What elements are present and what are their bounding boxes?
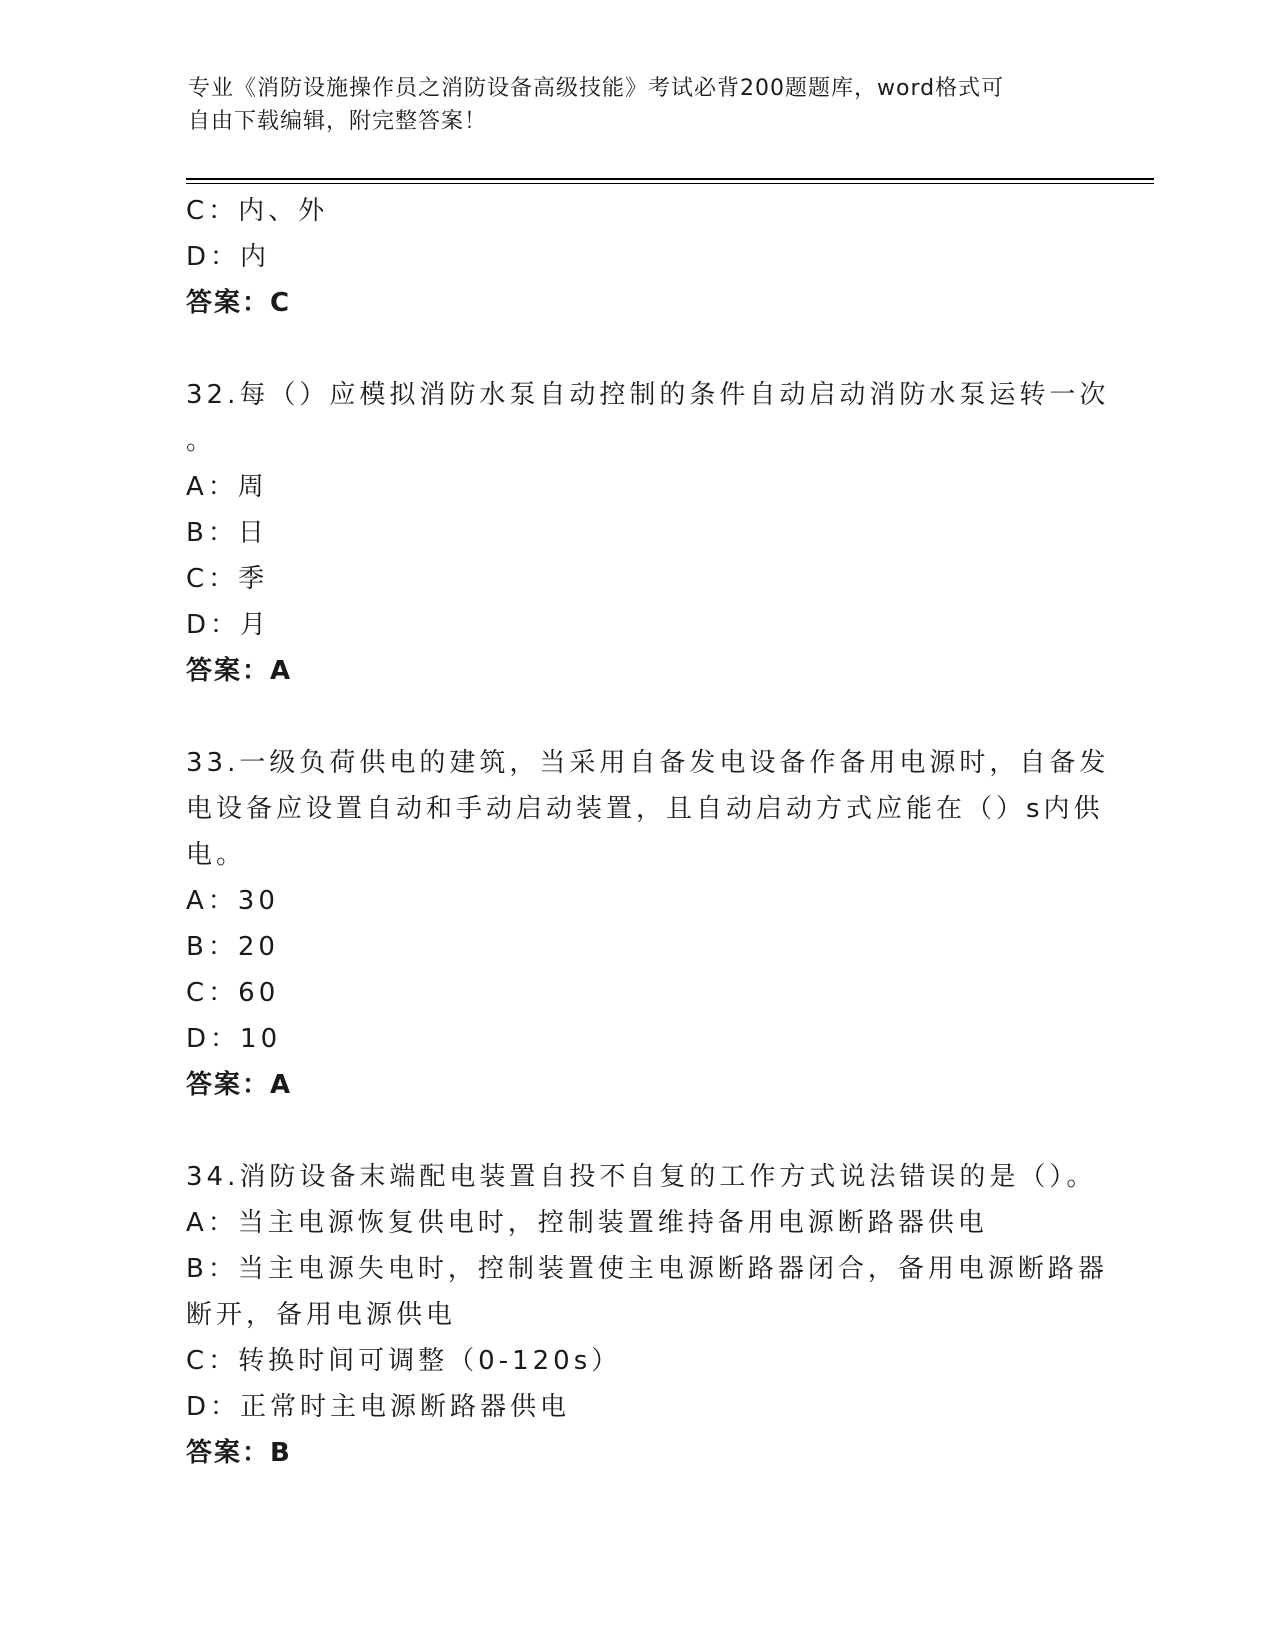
spacer <box>186 326 1086 372</box>
page-header <box>188 72 1088 138</box>
question-34 <box>186 1154 1108 1476</box>
header-rule-thick <box>186 178 1154 180</box>
option-a: A：30 <box>186 886 279 916</box>
option-d: D：10 <box>186 1024 282 1054</box>
option-d: D：正常时主电源断路器供电 <box>186 1392 571 1422</box>
option-c: C：内、外 <box>186 196 329 226</box>
option-d: D：月 <box>186 610 271 640</box>
question-31-tail <box>186 188 1086 326</box>
spacer <box>186 1108 1086 1154</box>
option-d: D：内 <box>186 242 271 272</box>
question-stem: 33.一级负荷供电的建筑，当采用自备发电设备作备用电源时，自备发 <box>186 748 1110 778</box>
option-c: C：转换时间可调整（0-120s） <box>186 1346 622 1376</box>
option-b: B：当主电源失电时，控制装置使主电源断路器闭合，备用电源断路器 <box>186 1254 1108 1284</box>
question-32 <box>186 372 1110 694</box>
option-b: B：日 <box>186 518 268 548</box>
question-stem: 电。 <box>186 840 247 870</box>
option-a: A：周 <box>186 472 268 502</box>
answer-line: 答案：A <box>186 1070 293 1100</box>
option-b-continued: 断开，备用电源供电 <box>186 1300 457 1330</box>
question-stem: 电设备应设置自动和手动启动装置，且自动启动方式应能在（）s内供 <box>186 794 1104 824</box>
answer-line: 答案：C <box>186 288 292 318</box>
answer-line: 答案：B <box>186 1438 292 1468</box>
question-33 <box>186 740 1110 1108</box>
option-c: C：季 <box>186 564 269 594</box>
option-a: A：当主电源恢复供电时，控制装置维持备用电源断路器供电 <box>186 1208 988 1238</box>
option-c: C：60 <box>186 978 280 1008</box>
spacer <box>186 694 1086 740</box>
option-b: B：20 <box>186 932 279 962</box>
header-rule-thin <box>186 183 1154 184</box>
header-line-1: 专业《消防设施操作员之消防设备高级技能》考试必背200题题库，word格式可 <box>188 76 1005 101</box>
question-stem: 。 <box>186 426 217 456</box>
question-list <box>186 188 1110 1476</box>
answer-line: 答案：A <box>186 656 293 686</box>
question-stem: 34.消防设备末端配电装置自投不自复的工作方式说法错误的是（）。 <box>186 1162 1097 1192</box>
header-line-2: 自由下载编辑，附完整答案！ <box>188 109 488 134</box>
question-stem: 32.每（）应模拟消防水泵自动控制的条件自动启动消防水泵运转一次 <box>186 380 1110 410</box>
